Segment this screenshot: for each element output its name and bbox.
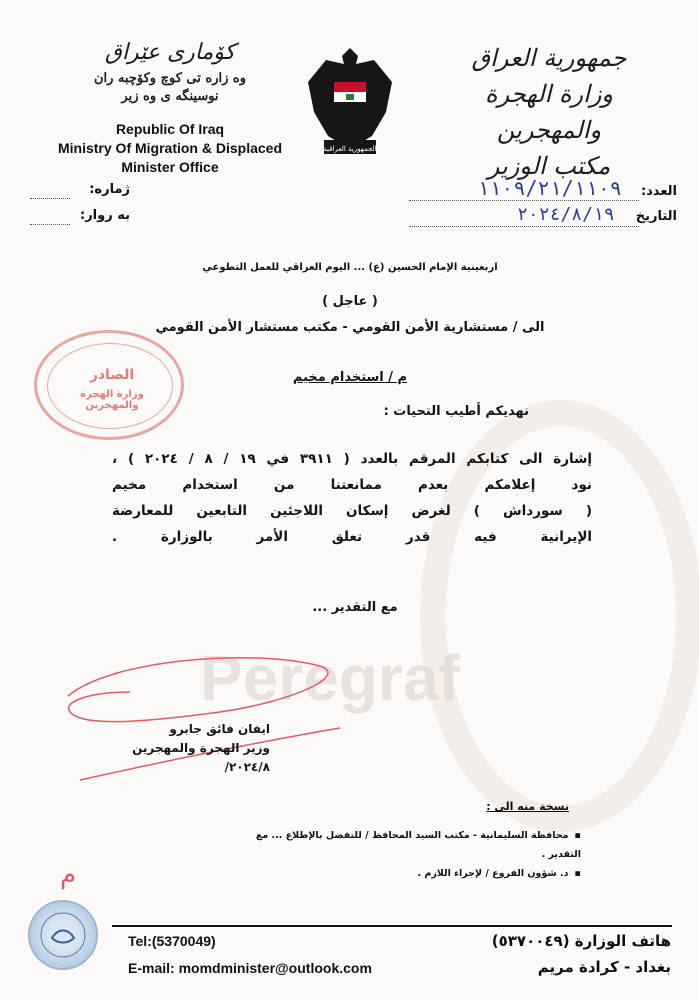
kurdish-number-row	[30, 182, 130, 197]
paragraph-line: نود إعلامكم بعدم ممانعتنا من استخدام مخيم	[112, 477, 592, 493]
footer-email: E-mail: momdminister@outlook.com	[128, 960, 372, 976]
signature-block	[130, 720, 270, 777]
kurdish-number-label: :ژماره	[89, 182, 130, 197]
arabic-header-line: مكتب الوزير	[487, 152, 611, 180]
emblem-caption: الجمهورية العراقية	[323, 145, 377, 153]
kurdish-date-underline	[30, 224, 70, 225]
footer-ar-phone: هاتف الوزارة (٥٣٧٠٠٤٩)	[491, 932, 671, 950]
greeting-line: نهديكم أطيب التحيات :	[383, 404, 529, 419]
english-ministry-header	[40, 120, 300, 177]
arabic-header-line: وزارة الهجرة والمهجرين	[485, 80, 613, 144]
arabic-ministry-header	[439, 40, 659, 184]
english-header-line: Ministry Of Migration & Displaced	[57, 140, 283, 156]
kurdish-header-line: وه زاره تی كوچ وكۆچبه ران	[94, 71, 246, 86]
english-header-line: Republic Of Iraq	[115, 121, 225, 137]
seal-emblem-icon	[30, 902, 96, 968]
footer-divider	[112, 925, 672, 927]
closing-line: مع التقدير ...	[312, 600, 398, 615]
kurdish-header-line: نوسینگه ی وه زیر	[121, 89, 219, 104]
signatory-title: وزير الهجرة والمهجرين	[132, 741, 270, 755]
addressee-line: الى / مستشارية الأمن القومي - مكتب مستشار الأمن القومي	[155, 320, 545, 335]
copies-item: ▪محافظة السليمانية - مكتب السيد المحافظ / للتفضل بالإطلاع ... مع التقدير .	[255, 830, 581, 860]
signature-date: ٢٠٢٤/٨/	[224, 760, 270, 774]
eagle-icon	[302, 42, 398, 162]
copies-item: ▪د. شؤون الفروع / لإجراء اللازم .	[417, 868, 581, 879]
paragraph-line: الإيرانية فيه قدر تعلق الأمر بالوزارة .	[112, 529, 592, 545]
copies-list	[221, 826, 581, 883]
blue-seal	[28, 900, 98, 970]
slogan-line: اربعينية الإمام الحسين (ع) ... اليوم العراقي للعمل التطوعي	[202, 262, 498, 273]
document-number-row	[377, 176, 677, 198]
outgoing-stamp	[34, 330, 184, 440]
footer-phone: Tel:(5370049)	[128, 933, 216, 949]
handwritten-mark: م	[60, 860, 77, 890]
footer-ar-address: بغداد - كرادة مريم	[537, 958, 671, 976]
kurdish-date-row	[30, 208, 130, 223]
number-value: ١١٠٩/٢١/١١٠٩	[477, 176, 622, 200]
kurdish-ministry-header	[60, 36, 280, 106]
date-value: ٢٠٢٤/٨/١٩	[517, 204, 615, 225]
urgent-label: ( عاجل )	[322, 294, 378, 309]
english-header-line: Minister Office	[121, 159, 219, 175]
stamp-line: وزارة الهجرة والمهجرين	[80, 389, 144, 411]
stamp-inner-ring	[47, 343, 173, 429]
kurdish-number-underline	[30, 198, 70, 199]
date-label: التاريخ	[635, 209, 677, 224]
iraq-eagle-emblem	[302, 42, 398, 162]
kurdish-header-line: كۆماری عێراق	[104, 40, 236, 65]
paragraph-line: ( سورداش ) لغرض إسكان اللاجئين التابعين للمعارضة	[112, 503, 592, 519]
subject-line: م / استخدام مخيم	[292, 370, 408, 385]
paragraph-line: إشارة الى كتابكم المرقم بالعدد ( ٣٩١١ في ١٩ / ٨ / ٢٠٢٤ ) ،	[112, 451, 592, 467]
copies-heading: نسخة منه الى :	[486, 800, 569, 813]
document-date-row	[377, 204, 677, 226]
bullet-icon: ▪	[574, 868, 581, 879]
stamp-line: الصادر	[89, 367, 135, 383]
number-label: العدد:	[640, 184, 677, 199]
letter-paragraph	[112, 446, 592, 550]
arabic-header-line: جمهورية العراق	[471, 44, 627, 72]
kurdish-date-label: :به روار	[80, 208, 130, 223]
signatory-name: ايفان فائق جابرو	[169, 722, 270, 736]
number-underline	[409, 200, 639, 201]
watermark-text: Peregraf	[200, 642, 460, 714]
date-underline	[409, 226, 639, 227]
bullet-icon: ▪	[574, 830, 581, 841]
